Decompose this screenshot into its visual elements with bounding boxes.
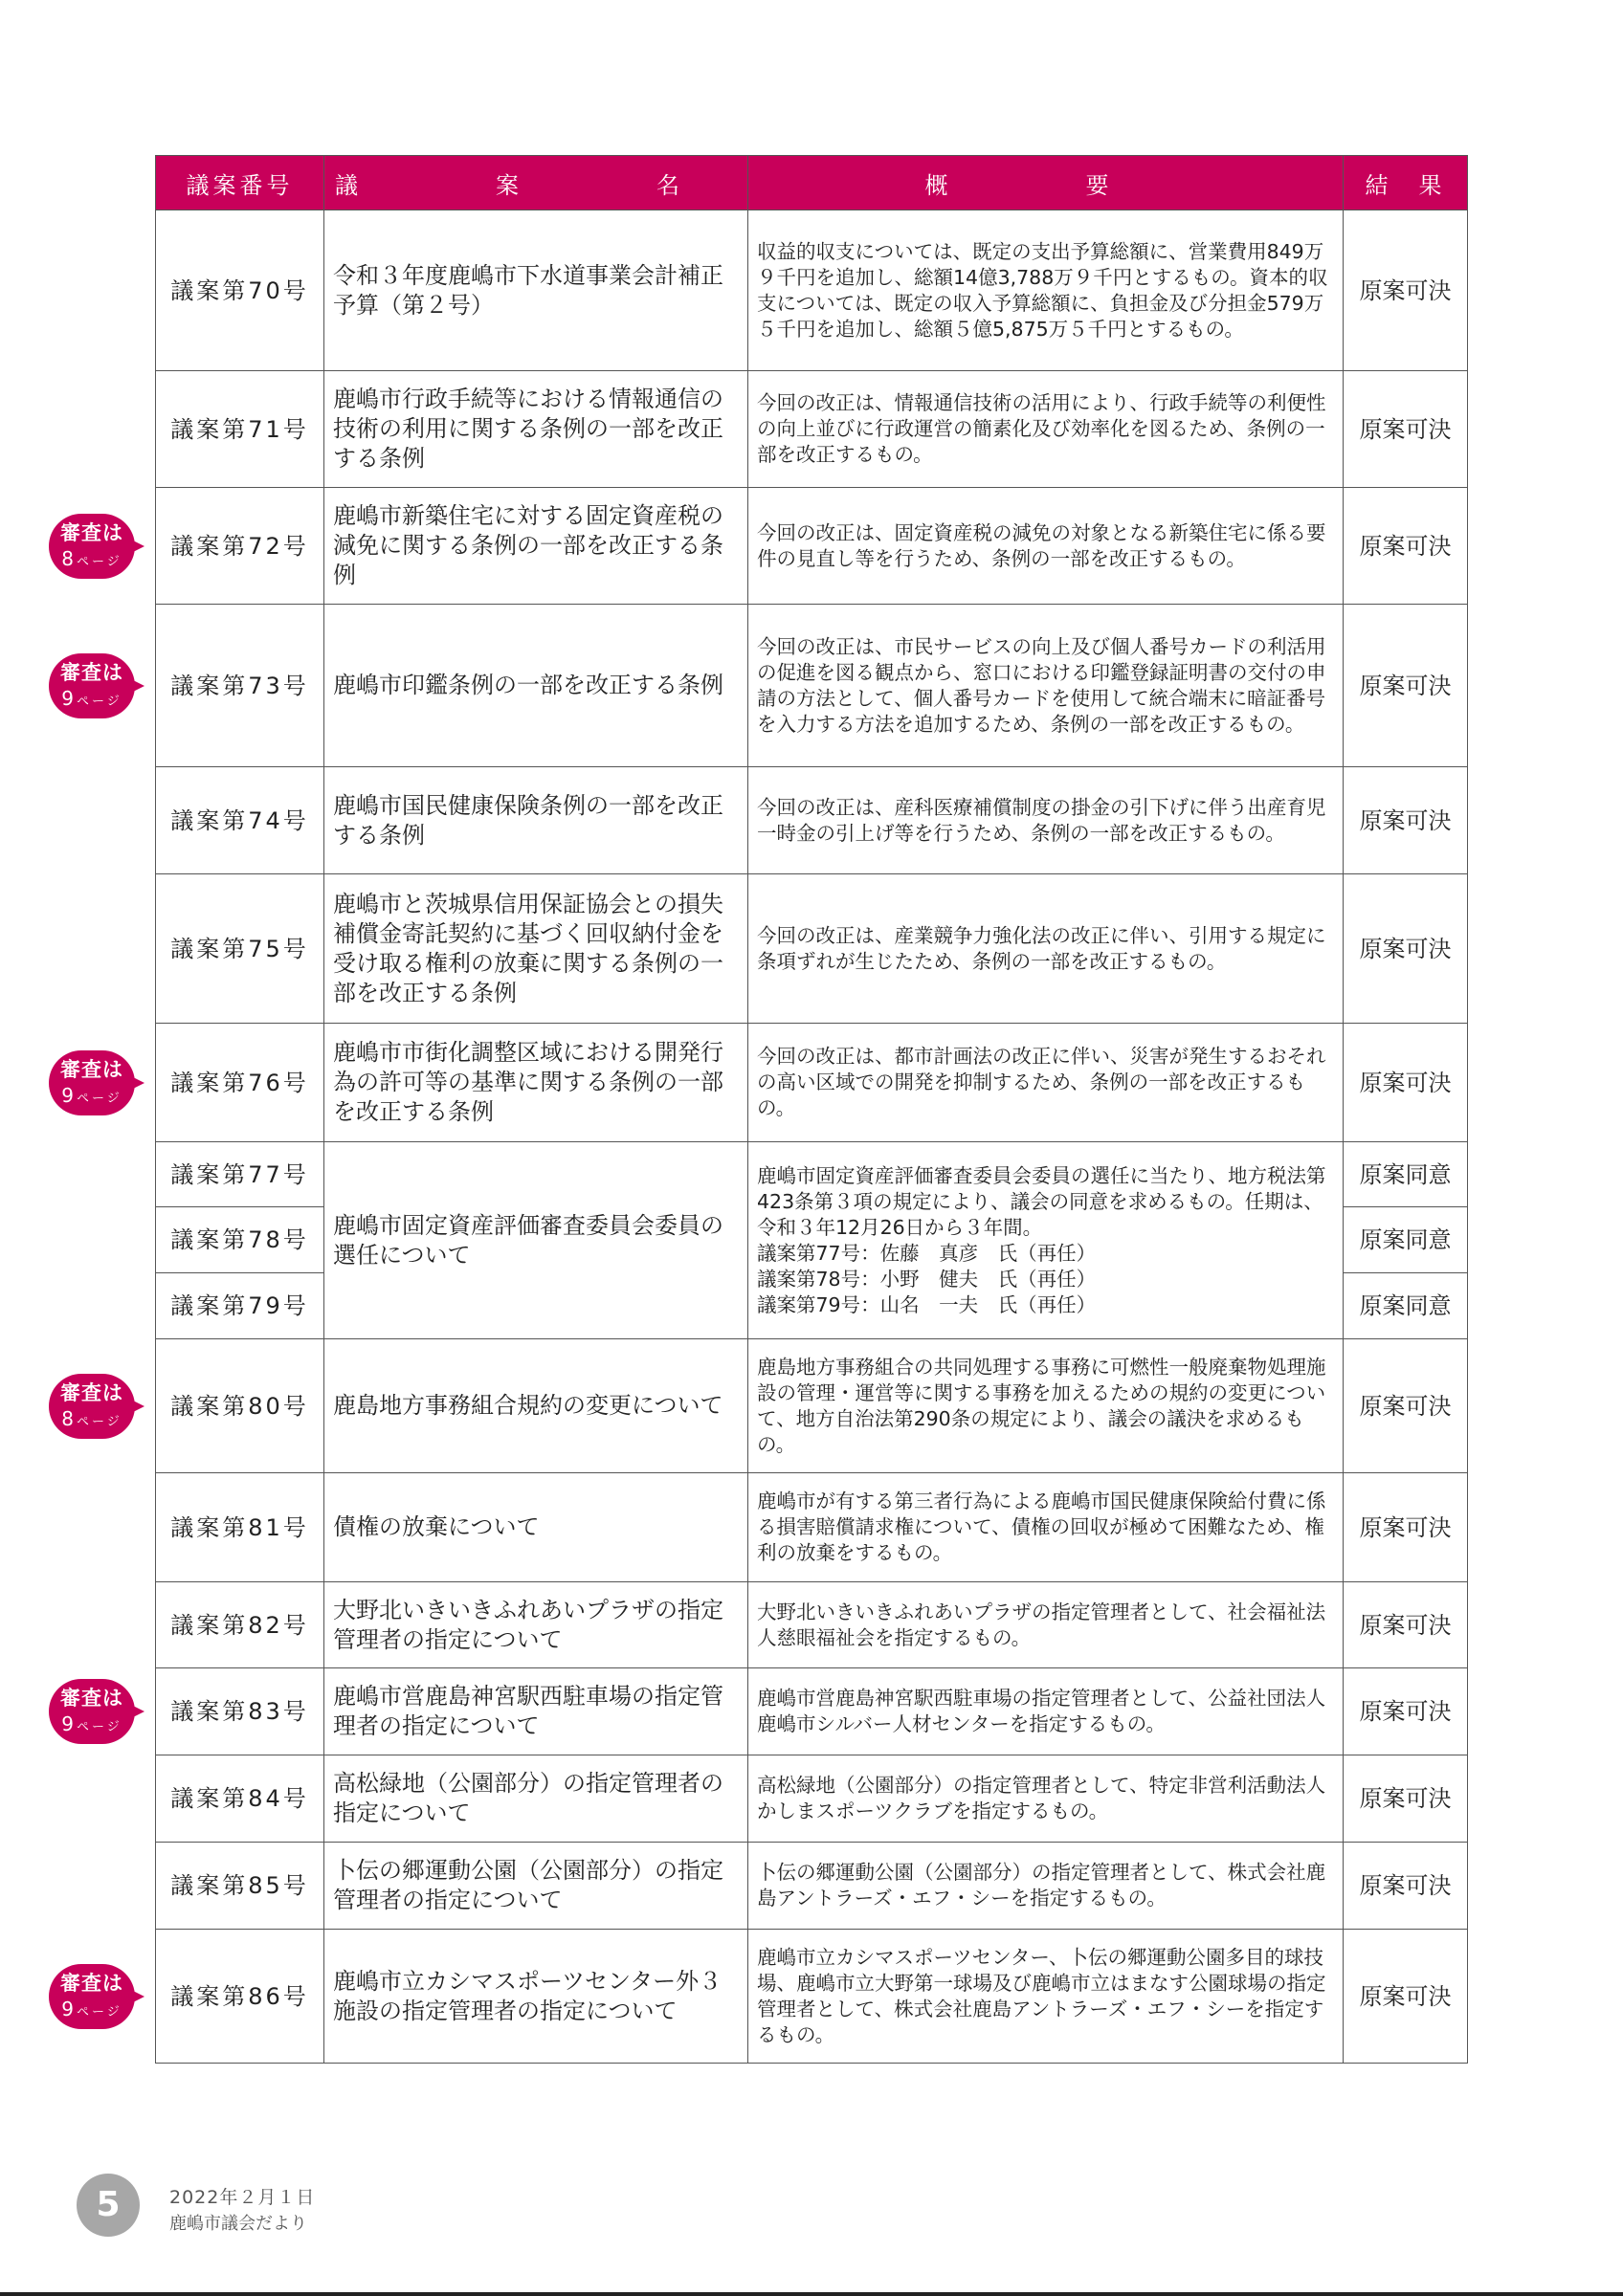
bill-result: 原案可決	[1344, 1473, 1468, 1582]
table-row	[156, 1582, 1468, 1668]
bill-name: 鹿嶋市国民健康保険条例の一部を改正する条例	[324, 767, 748, 874]
bill-result: 原案可決	[1344, 1843, 1468, 1930]
table-row	[156, 767, 1468, 874]
bill-number: 審査は 8ページ 議案第72号	[156, 488, 324, 605]
header-row	[156, 156, 1468, 210]
bill-number: 議案第71号	[156, 371, 324, 488]
review-page-badge	[49, 1374, 145, 1439]
appointee-line: 議案第78号：小野 健夫 氏（再任）	[757, 1267, 1097, 1291]
bill-name: 鹿嶋市と茨城県信用保証協会との損失補償金寄託契約に基づく回収納付金を受け取る権利の放棄に関する条例の一部を改正する条例	[324, 874, 748, 1024]
bill-result: 原案可決	[1344, 1339, 1468, 1473]
table-row	[156, 371, 1468, 488]
bill-name: 鹿嶋市新築住宅に対する固定資産税の減免に関する条例の一部を改正する条例	[324, 488, 748, 605]
bill-result: 原案可決	[1344, 371, 1468, 488]
table-row-group	[156, 1142, 1468, 1207]
bill-result: 原案同意	[1344, 1207, 1468, 1273]
badge-label: 審査は	[60, 1687, 123, 1710]
review-page-badge	[49, 1964, 145, 2029]
table-row	[156, 605, 1468, 767]
bill-name: 鹿嶋市固定資産評価審査委員会委員の選任について	[324, 1142, 748, 1339]
bills-table	[60, 155, 1468, 2064]
bill-number: 議案第78号	[156, 1207, 324, 1273]
badge-page: 9	[61, 1997, 77, 2020]
badge-page: 8	[61, 546, 77, 570]
issue-date: 2022年２月１日	[169, 2187, 316, 2208]
badge-page-suffix: ページ	[76, 1414, 122, 1429]
bill-summary	[748, 1142, 1344, 1339]
page-number: 5	[77, 2174, 140, 2237]
bill-name: 令和３年度鹿嶋市下水道事業会計補正予算（第２号）	[324, 210, 748, 371]
bill-summary: 今回の改正は、市民サービスの向上及び個人番号カードの利活用の促進を図る観点から、窓口における印鑑登録証明書の交付の申請の方法として、個人番号カードを使用して統合端末に暗証番号を入力する方法を追加するため、条例の一部を改正するもの。	[748, 605, 1344, 767]
badge-page-suffix: ページ	[76, 1720, 122, 1734]
bill-number: 審査は 8ページ 議案第80号	[156, 1339, 324, 1473]
bill-name: 鹿嶋市印鑑条例の一部を改正する条例	[324, 605, 748, 767]
badge-page-suffix: ページ	[76, 2004, 122, 2020]
bill-name: 債権の放棄について	[324, 1473, 748, 1582]
bill-number: 審査は 9ページ 議案第73号	[156, 605, 324, 767]
bill-result: 原案可決	[1344, 1582, 1468, 1668]
table-row	[156, 1339, 1468, 1473]
table-row	[156, 1473, 1468, 1582]
table-row	[156, 210, 1468, 371]
bill-result: 原案可決	[1344, 1024, 1468, 1142]
table-row	[156, 1024, 1468, 1142]
bill-name: 鹿嶋市営鹿島神宮駅西駐車場の指定管理者の指定について	[324, 1668, 748, 1755]
bill-result: 原案可決	[1344, 210, 1468, 371]
review-page-badge	[49, 1050, 145, 1115]
table-row	[156, 1755, 1468, 1843]
bill-summary: 今回の改正は、産業競争力強化法の改正に伴い、引用する規定に条項ずれが生じたため、条例の一部を改正するもの。	[748, 874, 1344, 1024]
bill-summary: 大野北いきいきふれあいプラザの指定管理者として、社会福祉法人慈眼福祉会を指定するもの。	[748, 1582, 1344, 1668]
review-page-badge	[49, 1679, 145, 1744]
header-result: 結 果	[1344, 156, 1468, 210]
table-row	[156, 874, 1468, 1024]
badge-page: 9	[61, 1712, 77, 1735]
bill-result: 原案可決	[1344, 605, 1468, 767]
badge-page: 9	[61, 1083, 77, 1107]
bill-result: 原案可決	[1344, 767, 1468, 874]
review-page-badge	[49, 514, 145, 579]
badge-label: 審査は	[60, 520, 123, 544]
table-row	[156, 1930, 1468, 2064]
bill-number: 議案第85号	[156, 1843, 324, 1930]
bill-number: 議案第74号	[156, 767, 324, 874]
bill-name: 高松緑地（公園部分）の指定管理者の指定について	[324, 1755, 748, 1843]
badge-label: 審査は	[60, 1380, 123, 1404]
bill-summary: 高松緑地（公園部分）の指定管理者として、特定非営利活動法人かしまスポーツクラブを指定するもの。	[748, 1755, 1344, 1843]
bill-number: 議案第77号	[156, 1142, 324, 1207]
bill-number: 議案第75号	[156, 874, 324, 1024]
bill-number: 議案第79号	[156, 1273, 324, 1339]
bill-summary: 収益的収支については、既定の支出予算総額に、営業費用849万９千円を追加し、総額14億3,788万９千円とするもの。資本的収支については、既定の収入予算総額に、負担金及び分担金579万５千円を追加し、総額５億5,875万５千円とするもの。	[748, 210, 1344, 371]
bill-name: 鹿島地方事務組合規約の変更について	[324, 1339, 748, 1473]
bill-summary: 卜伝の郷運動公園（公園部分）の指定管理者として、株式会社鹿島アントラーズ・エフ・シーを指定するもの。	[748, 1843, 1344, 1930]
bill-number: 審査は 9ページ 議案第83号	[156, 1668, 324, 1755]
badge-page: 8	[61, 1406, 77, 1430]
bill-name: 卜伝の郷運動公園（公園部分）の指定管理者の指定について	[324, 1843, 748, 1930]
badge-page-suffix: ページ	[76, 554, 122, 569]
bill-summary: 鹿嶋市が有する第三者行為による鹿嶋市国民健康保険給付費に係る損害賠償請求権について、債権の回収が極めて困難なため、権利の放棄をするもの。	[748, 1473, 1344, 1582]
bill-number: 議案第70号	[156, 210, 324, 371]
bill-name: 鹿嶋市行政手続等における情報通信の技術の利用に関する条例の一部を改正する条例	[324, 371, 748, 488]
bill-summary: 今回の改正は、情報通信技術の活用により、行政手続等の利便性の向上並びに行政運営の簡素化及び効率化を図るため、条例の一部を改正するもの。	[748, 371, 1344, 488]
bill-result: 原案同意	[1344, 1273, 1468, 1339]
badge-label: 審査は	[60, 660, 123, 684]
badge-page-suffix: ページ	[76, 1091, 122, 1106]
bill-number: 議案第81号	[156, 1473, 324, 1582]
bill-number: 審査は 9ページ 議案第76号	[156, 1024, 324, 1142]
publication-name: 鹿嶋市議会だより	[169, 2214, 307, 2234]
bill-number: 議案第84号	[156, 1755, 324, 1843]
bill-summary: 今回の改正は、都市計画法の改正に伴い、災害が発生するおそれの高い区域での開発を抑制するため、条例の一部を改正するもの。	[748, 1024, 1344, 1142]
bill-result: 原案可決	[1344, 874, 1468, 1024]
appointee-line: 議案第77号：佐藤 真彦 氏（再任）	[757, 1241, 1097, 1265]
bill-name: 鹿嶋市立カシマスポーツセンター外３施設の指定管理者の指定について	[324, 1930, 748, 2064]
badge-label: 審査は	[60, 1057, 123, 1081]
header-name: 議 案 名	[324, 156, 748, 210]
bill-summary: 今回の改正は、固定資産税の減免の対象となる新築住宅に係る要件の見直し等を行うため、条例の一部を改正するもの。	[748, 488, 1344, 605]
bill-number: 審査は 9ページ 議案第86号	[156, 1930, 324, 2064]
review-page-badge	[49, 653, 145, 718]
bill-result: 原案可決	[1344, 1755, 1468, 1843]
bill-result: 原案可決	[1344, 1668, 1468, 1755]
bill-result: 原案可決	[1344, 1930, 1468, 2064]
header-summary: 概 要	[748, 156, 1344, 210]
badge-page-suffix: ページ	[76, 694, 122, 709]
bill-number: 議案第82号	[156, 1582, 324, 1668]
header-number: 議案番号	[156, 156, 324, 210]
badge-page: 9	[61, 686, 77, 710]
table-row	[156, 1668, 1468, 1755]
table-row	[156, 488, 1468, 605]
bottom-rule	[0, 2292, 1623, 2296]
bill-result: 原案同意	[1344, 1142, 1468, 1207]
bill-summary: 鹿嶋市営鹿島神宮駅西駐車場の指定管理者として、公益社団法人鹿嶋市シルバー人材センターを指定するもの。	[748, 1668, 1344, 1755]
bill-name: 鹿嶋市市街化調整区域における開発行為の許可等の基準に関する条例の一部を改正する条例	[324, 1024, 748, 1142]
table-row	[156, 1843, 1468, 1930]
badge-label: 審査は	[60, 1971, 123, 1995]
bill-name: 大野北いきいきふれあいプラザの指定管理者の指定について	[324, 1582, 748, 1668]
bill-summary: 今回の改正は、産科医療補償制度の掛金の引下げに伴う出産育児一時金の引上げ等を行うため、条例の一部を改正するもの。	[748, 767, 1344, 874]
appointee-line: 議案第79号：山名 一夫 氏（再任）	[757, 1292, 1097, 1316]
bill-summary: 鹿島地方事務組合の共同処理する事務に可燃性一般廃棄物処理施設の管理・運営等に関する事務を加えるための規約の変更について、地方自治法第290条の規定により、議会の議決を求めるもの。	[748, 1339, 1344, 1473]
group-summary-text: 鹿嶋市固定資産評価審査委員会委員の選任に当たり、地方税法第423条第３項の規定により、議会の同意を求めるもの。任期は、令和３年12月26日から３年間。	[757, 1163, 1326, 1239]
bill-summary: 鹿嶋市立カシマスポーツセンター、卜伝の郷運動公園多目的球技場、鹿嶋市立大野第一球場及び鹿嶋市立はまなす公園球場の指定管理者として、株式会社鹿島アントラーズ・エフ・シーを指定するもの。	[748, 1930, 1344, 2064]
bill-result: 原案可決	[1344, 488, 1468, 605]
